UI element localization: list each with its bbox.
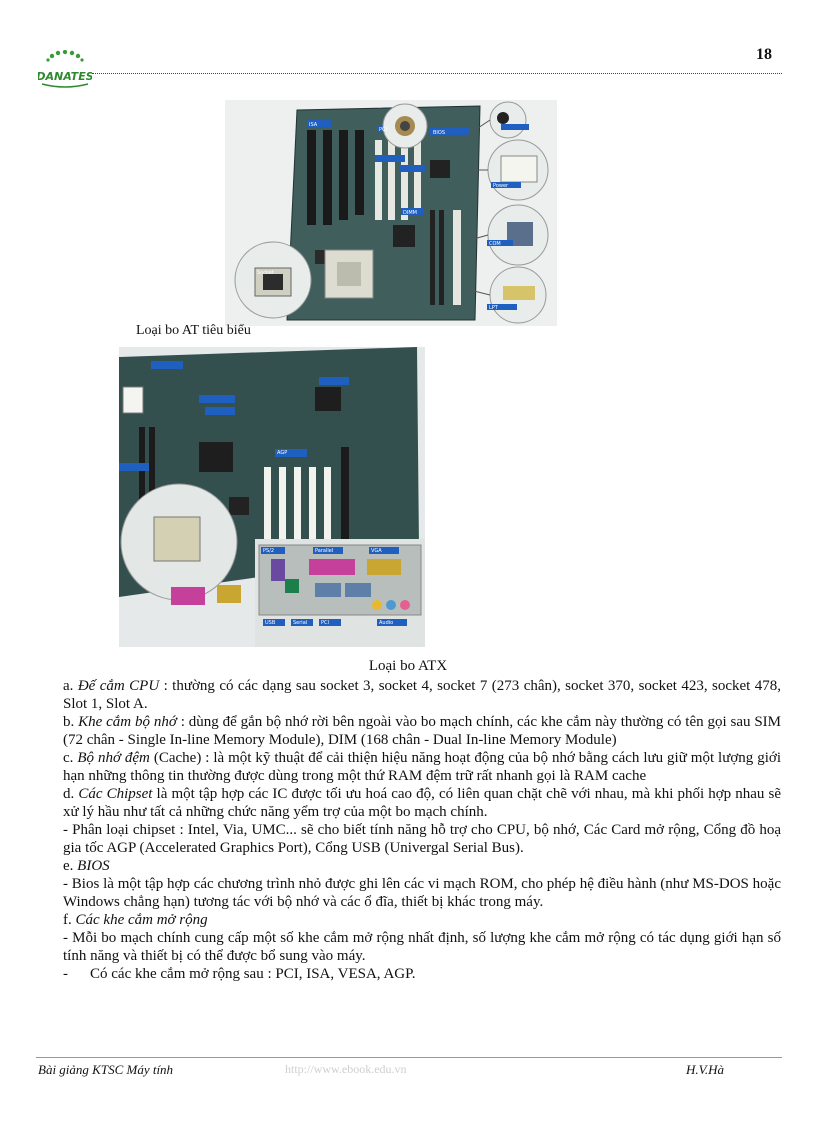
paragraph-c: c. Bộ nhớ đệm (Cache) : là một kỹ thuật để cải thiện hiệu năng hoạt động của bộ nhớ bằng cách lưu giữ một lượng giới hạn những thông tin thường được dùng trong một thứ RAM đệm trữ rất nhanh gọi là RAM cache <box>63 750 781 784</box>
at-label-bios: BIOS <box>433 130 446 136</box>
atx-label-pci: PCI <box>321 620 329 626</box>
term-memory-slot: Khe cắm bộ nhớ <box>78 714 177 730</box>
paragraph-b: b. Khe cắm bộ nhớ : dùng để gắn bộ nhớ rời bên ngoài vào bo mạch chính, các khe cắm này thường có tên gọi sau SIM (72 chân - Single In-line Memory Module), DIM (168 chân - Dual In-line Memory Module) <box>63 714 782 748</box>
at-motherboard-photo <box>225 100 557 326</box>
at-label-dimm: DIMM <box>403 210 417 216</box>
at-label-pci: PCI <box>379 127 387 133</box>
paragraph-e: - Bios là một tập hợp các chương trình nhỏ được ghi lên các vi mạch ROM, cho phép hệ điều hành (như MS-DOS hoặc Windows chẳng hạn) tương tác với bộ nhớ và các ổ đĩa, thiết bị khác trong máy. <box>63 876 781 910</box>
at-label-power: Power <box>493 183 509 189</box>
term-expansion-slots: Các khe cắm mở rộng <box>75 912 208 928</box>
atx-label-usb: USB <box>265 620 276 626</box>
atx-label-audio: Audio <box>379 620 394 626</box>
paragraph-d: d. Các Chipset là một tập hợp các IC được tối ưu hoá cao độ, có liên quan chặt chẽ với nhau, mà khi phối hợp nhau sẽ xử lý hầu như tất cả những chức năng yểm trợ của một bo mạch chính. <box>63 786 781 820</box>
atx-label-agp: AGP <box>277 450 288 456</box>
atx-motherboard-photo <box>119 347 425 647</box>
footer-rule <box>36 1057 782 1058</box>
at-label-lpt: LPT <box>489 305 498 311</box>
body-text <box>63 677 781 983</box>
term-cache: Bộ nhớ đệm <box>77 750 150 766</box>
logo-text: DANATES <box>38 70 92 83</box>
term-chipset: Các Chipset <box>78 786 153 802</box>
atx-label-vga: VGA <box>371 548 382 554</box>
list-item <box>63 965 781 983</box>
bullet-text: Có các khe cắm mở rộng sau : PCI, ISA, VESA, AGP. <box>90 966 416 982</box>
at-label-com: COM <box>489 241 501 247</box>
page-number: 18 <box>756 46 772 63</box>
paragraph-f: - Mỗi bo mạch chính cung cấp một số khe cắm mở rộng nhất định, số lượng khe cắm mở rộng có tác dụng giới hạn số tính năng và thiết bị có thể được bổ sung vào máy. <box>63 930 781 964</box>
at-label-socket: Socket <box>257 270 274 276</box>
at-caption: Loại bo AT tiêu biểu <box>136 323 251 338</box>
atx-label-ps2: PS/2 <box>263 548 275 554</box>
atx-label-serial: Serial <box>293 620 308 626</box>
paragraph-e-heading: e. BIOS <box>63 858 110 874</box>
paragraph-a: a. Đế cắm CPU : thường có các dạng sau socket 3, socket 4, socket 7 (273 chân), socket 370, socket 423, socket 478, Slot 1, Slot A. <box>63 678 781 712</box>
footer-course-title: Bài giảng KTSC Máy tính <box>38 1062 174 1077</box>
footer-watermark-url: http://www.ebook.edu.vn <box>285 1062 407 1076</box>
header-rule <box>92 73 782 74</box>
footer-author: H.V.Hà <box>686 1062 725 1077</box>
at-label-isa: ISA <box>309 122 318 128</box>
paragraph-d-extra: - Phân loại chipset : Intel, Via, UMC... sẽ cho biết tính năng hỗ trợ cho CPU, bộ nhớ, Các Card mở rộng, Cổng đồ hoạ gia tốc AGP (Accelerated Graphics Port), Cổng USB (Univergal Serial Bus). <box>63 822 781 856</box>
bullet-dash: - <box>63 966 68 982</box>
term-cpu-socket: Đế cắm CPU <box>77 678 160 694</box>
paragraph-f-heading: f. Các khe cắm mở rộng <box>63 912 208 928</box>
atx-label-parallel: Parallel <box>315 548 334 554</box>
danates-logo <box>38 50 92 90</box>
term-bios: BIOS <box>77 858 110 874</box>
atx-caption: Loại bo ATX <box>368 658 448 674</box>
